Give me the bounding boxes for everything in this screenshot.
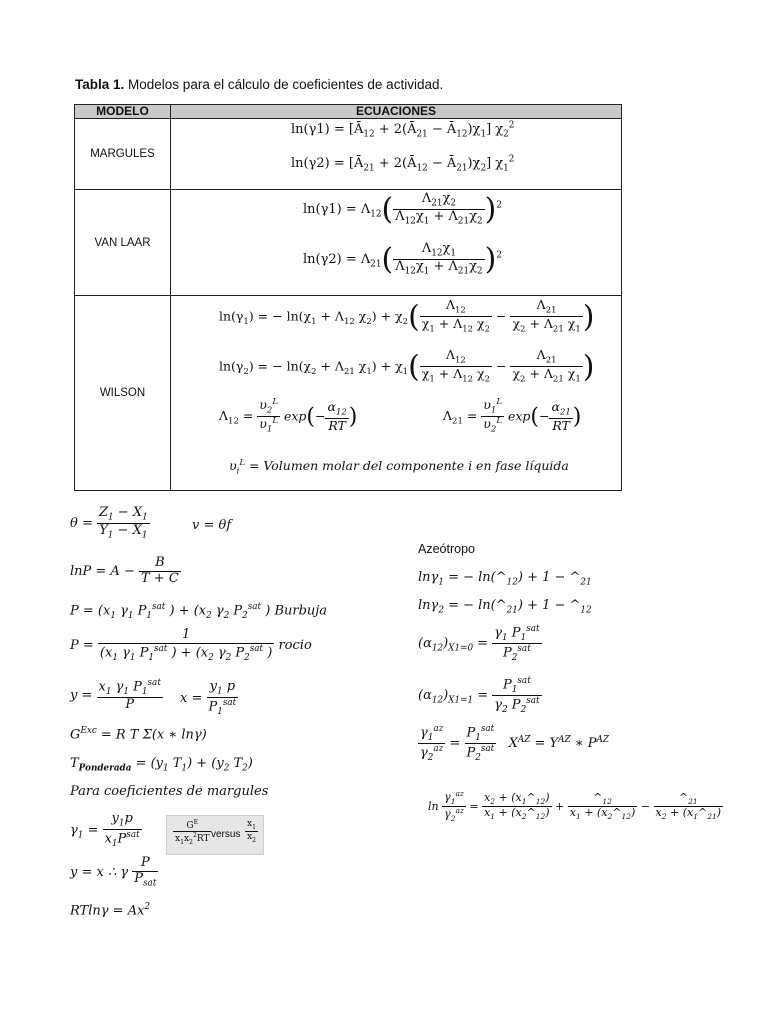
- equation: $\Lambda_{12}$ = $\frac{\upsilon_2^L}{\upsilon_1^L}$ exp(− $\frac{\alpha_{12}}{RT}$ ): [219, 397, 358, 436]
- model-name: VAN LAAR: [75, 190, 171, 296]
- theta-equation: θ = $\frac{Z_1 - X_1}{Y_1 - X_1}$: [70, 505, 148, 541]
- margules-note: Para coeficientes de margules: [70, 784, 269, 799]
- table-caption: [75, 77, 443, 92]
- lng1-equation: lnγ$_1$ = − $\ln(\^{}_{12}) + 1$ − $\^{}_{21}$: [418, 570, 592, 588]
- equation: $\ln(\gamma 2) = \Lambda_{21}$( $\frac{\Lambda_{12}\chi_1}{\Lambda_{12}\chi_1 + \Lambda_{21}\chi_2}$ )$^2$: [303, 241, 502, 277]
- equations-cell: [171, 119, 622, 190]
- equation: $\upsilon_i^L$ = Volumen molar del componente i en fase líquida: [229, 458, 569, 477]
- margules-plot-image: $\frac{G^E}{x_1x_2^2RT}$ versus $\frac{x_1}{x_2}$: [166, 815, 264, 855]
- equation: $\ln(\gamma 2) = [Ā_{21}$ + $2(Ā_{12}$ − $Ā_{21})\chi_2$] $\chi_1^2$: [291, 155, 515, 174]
- table-row-vanlaar: [75, 190, 622, 296]
- gamma1-equation: $\gamma_1$ = $\frac{y_1p}{x_1P^{sat}}$: [70, 811, 140, 849]
- yx-equation: y = x ∴ γ $\frac{P}{P_{sat}}$: [70, 855, 157, 889]
- antoine-equation: lnP = A − $\frac{B}{T + C}$: [70, 555, 179, 586]
- model-name: WILSON: [75, 296, 171, 491]
- lng2-equation: lnγ$_2$ = − $\ln(\^{}_{21}) + 1$ − $\^{}_{12}$: [418, 598, 592, 616]
- gexc-equation: $G^{Exc} = R$ T Σ(x ∗ lnγ): [70, 726, 207, 743]
- activity-models-table: [74, 104, 622, 491]
- x-equation: x = $\frac{y_1 p}{P_1^{sat}}$: [180, 679, 237, 717]
- alpha12-x1-equation: $(\alpha_{12})_{X1=1}$ = $\frac{P_1^{sat}}{\gamma_2 P_2^{sat}}$: [418, 676, 540, 715]
- ln-az-ratio-equation: ln $\frac{\gamma_1^{az}}{\gamma_2^{az}}$ = $\frac{x_2 + (x_1\^{}_{12})}{x_1 + (x_2\^{}_{12})}$ + $\frac{\^{}_{12}}{x_1 + (x_2\^{}_{12})}$ − $\frac{\^{}_{21}}{x_2 + (x_1\^{}_{21})}$: [428, 789, 721, 824]
- alpha12-x0-equation: $(\alpha_{12})_{X1=0}$ = $\frac{\gamma_1 P_1^{sat}}{P_2^{sat}}$: [418, 624, 540, 663]
- equation: $\ln(\gamma 1) = [Ā_{12}$ + $2(Ā_{21}$ − $Ā_{12})\chi_1$] $\chi_2^2$: [291, 121, 515, 140]
- table-row-margules: [75, 119, 622, 190]
- equation: $\ln(\gamma_2)$ = − $\ln(\chi_2 + \Lambda_{21}$ $\chi_1) + \chi_1$( $\frac{\Lambda_{12}}{\chi_1 + \Lambda_{12} \chi_2}$ − $\frac{\Lambda_{21}}{\chi_2 + \Lambda_{21} \chi_1}$ ): [219, 347, 595, 385]
- table-row-wilson: [75, 296, 622, 491]
- equations-cell: [171, 190, 622, 296]
- rtln-equation: $RTln\gamma = Ax^2$: [70, 902, 151, 919]
- v-equation: v = θf: [192, 518, 232, 533]
- equation: $\Lambda_{21}$ = $\frac{\upsilon_1^L}{\upsilon_2^L}$ exp(− $\frac{\alpha_{21}}{RT}$ ): [443, 397, 582, 436]
- model-name: MARGULES: [75, 119, 171, 190]
- tponderada-equation: $T_{Ponderada} = (y_1$ $T_1) + (y_2$ $T_2$): [70, 756, 253, 774]
- equation: $\ln(\gamma 1) = \Lambda_{12}$( $\frac{\Lambda_{21}\chi_2}{\Lambda_{12}\chi_1 + \Lambda_{21}\chi_2}$ )$^2$: [303, 191, 502, 227]
- y-equation: y = $\frac{x_1 \gamma_1 P_1^{sat}}{P}$: [70, 678, 161, 713]
- rocio-equation: P = $\frac{1}{(x_1 \gamma_1 P_1^{sat} ) + (x_2 \gamma_2 P_2^{sat} )}$ rocio: [70, 627, 312, 663]
- header-ecuaciones: ECUACIONES: [171, 105, 622, 119]
- header-modelo: MODELO: [75, 105, 171, 119]
- equation: $\ln(\gamma_1)$ = − $\ln(\chi_1 + \Lambda_{12}$ $\chi_2) + \chi_2$( $\frac{\Lambda_{12}}{\chi_1 + \Lambda_{12} \chi_2}$ − $\frac{\Lambda_{21}}{\chi_2 + \Lambda_{21} \chi_1}$ ): [219, 297, 595, 335]
- table-header-row: [75, 105, 622, 119]
- caption-text: Modelos para el cálculo de coeficientes de actividad.: [124, 77, 444, 92]
- equations-cell: [171, 296, 622, 491]
- burbuja-equation: $P = (x_1$ $\gamma_1$ $P_1^{sat}$ ) + ($x_2$ $\gamma_2$ $P_2^{sat}$ ) Burbuja: [70, 602, 328, 621]
- azeotropo-label: Azeótropo: [418, 542, 475, 556]
- caption-label: Tabla 1.: [75, 77, 125, 92]
- az-ratio-equation: $\frac{\gamma_1^{az}}{\gamma_2^{az}}$ = $\frac{P_1^{sat}}{P_2^{sat}}$ $X^{AZ} = Y^{AZ}$ ∗ $P^{AZ}$: [420, 724, 610, 763]
- versus-label: versus: [211, 829, 241, 840]
